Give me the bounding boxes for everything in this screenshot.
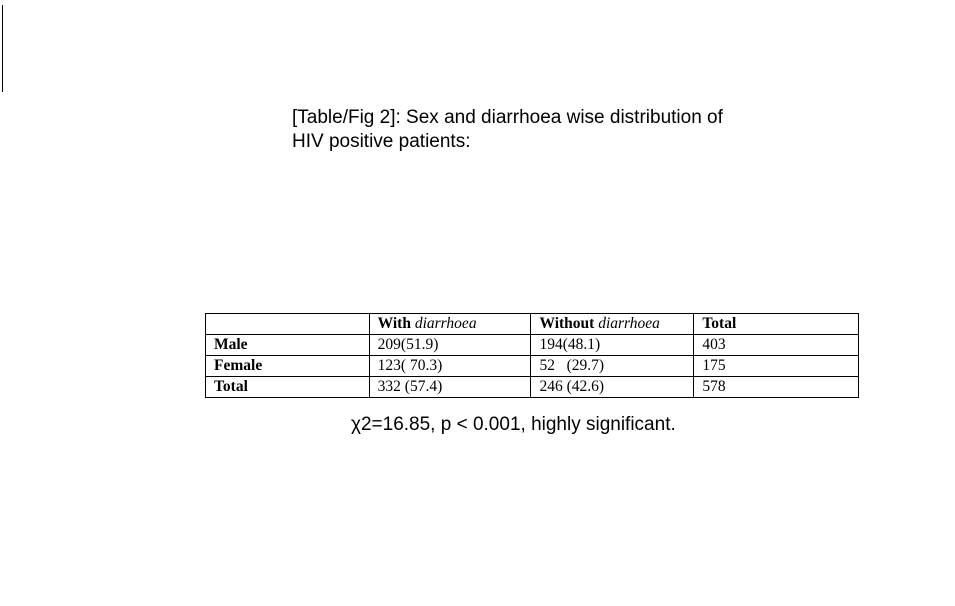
- header-with-diarrhoea: [369, 314, 531, 335]
- caption-line-1: [Table/Fig 2]: Sex and diarrhoea wise distribution of: [292, 107, 723, 128]
- page-margin-line: [2, 5, 3, 92]
- table-row: [206, 356, 859, 377]
- cell-male-total: 403: [694, 335, 859, 356]
- header-without-diarrhoea: [531, 314, 694, 335]
- cell-total-without: 246 (42.6): [531, 377, 694, 398]
- cell-female-without: 52 (29.7): [531, 356, 694, 377]
- row-label-total: Total: [206, 377, 370, 398]
- cell-male-without: 194(48.1): [531, 335, 694, 356]
- row-label-female: Female: [206, 356, 370, 377]
- header-with-italic: diarrhoea: [414, 315, 477, 332]
- header-with-prefix: With: [377, 315, 415, 332]
- cell-male-with: 209(51.9): [369, 335, 531, 356]
- table-row: [206, 335, 859, 356]
- row-label-male: Male: [206, 335, 370, 356]
- table-header-row: [206, 314, 859, 335]
- cell-female-with: 123( 70.3): [369, 356, 531, 377]
- header-empty: [206, 314, 370, 335]
- statistics-footnote: χ2=16.85, p < 0.001, highly significant.: [351, 414, 676, 435]
- cell-total-with: 332 (57.4): [369, 377, 531, 398]
- header-without-prefix: Without: [539, 315, 599, 332]
- header-without-italic: diarrhoea: [598, 315, 660, 332]
- cell-female-total: 175: [694, 356, 859, 377]
- table-caption: [292, 106, 812, 154]
- table-row: [206, 377, 859, 398]
- cell-total-total: 578: [694, 377, 859, 398]
- header-total: Total: [694, 314, 859, 335]
- distribution-table: [205, 313, 859, 398]
- caption-line-2: HIV positive patients:: [292, 131, 471, 152]
